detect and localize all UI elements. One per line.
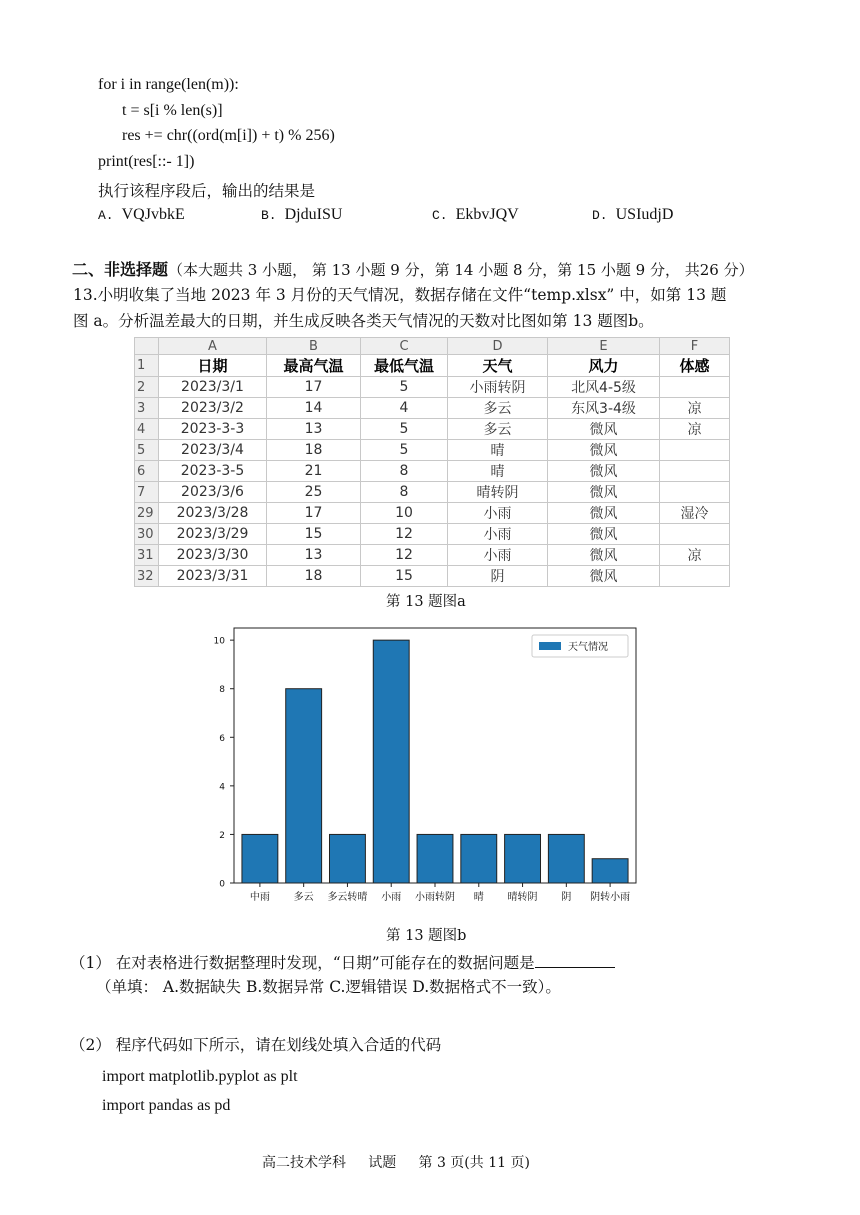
column-letter-row: [135, 338, 730, 355]
table-cell: 10: [361, 503, 448, 524]
spreadsheet-figure: [134, 337, 753, 585]
table-cell: 微风: [548, 503, 660, 524]
weather-bar-chart: [196, 620, 646, 910]
row-number: 1: [135, 355, 159, 377]
table-cell: [660, 566, 730, 587]
code-line: for i in range(len(m)):: [98, 76, 239, 93]
table-cell: 18: [267, 440, 361, 461]
row-number: 2: [135, 377, 159, 398]
sheet-header-row: [135, 355, 730, 377]
table-cell: 2023/3/6: [159, 482, 267, 503]
table-cell: 17: [267, 503, 361, 524]
option-a: A. VQJvbkE: [98, 206, 185, 223]
row-number: 29: [135, 503, 159, 524]
table-cell: 微风: [548, 482, 660, 503]
column-header: 风力: [548, 355, 660, 377]
table-cell: 微风: [548, 524, 660, 545]
table-cell: 微风: [548, 419, 660, 440]
table-cell: 微风: [548, 461, 660, 482]
table-cell: 5: [361, 419, 448, 440]
caption-b: 第 13 题图b: [386, 928, 467, 944]
y-tick-label: 6: [219, 733, 225, 744]
table-cell: 2023-3-3: [159, 419, 267, 440]
table-cell: 13: [267, 545, 361, 566]
sheet-row: [135, 566, 730, 587]
table-cell: 小雨: [448, 524, 548, 545]
sub1-line1: [70, 951, 615, 973]
option-b: B. DjduISU: [261, 206, 343, 223]
q13-text-line1: 13.小明收集了当地 2023 年 3 月份的天气情况，数据存储在文件“temp.xlsx” 中，如第 13 题: [73, 286, 727, 304]
legend-swatch: [539, 642, 561, 650]
row-number: 5: [135, 440, 159, 461]
y-tick-label: 2: [219, 830, 225, 841]
sheet-row: [135, 482, 730, 503]
table-cell: 2023/3/2: [159, 398, 267, 419]
table-cell: 21: [267, 461, 361, 482]
bar: [417, 834, 453, 883]
x-tick-label: 多云转晴: [327, 892, 368, 903]
bar: [548, 834, 584, 883]
bar: [592, 859, 628, 883]
table-cell: 阴: [448, 566, 548, 587]
y-tick-label: 0: [219, 879, 225, 890]
row-number: 7: [135, 482, 159, 503]
bar: [505, 834, 541, 883]
table-cell: 14: [267, 398, 361, 419]
table-cell: 2023-3-5: [159, 461, 267, 482]
table-cell: 15: [267, 524, 361, 545]
x-tick-label: 多云: [293, 892, 314, 903]
table-cell: [660, 440, 730, 461]
table-cell: 5: [361, 377, 448, 398]
bar: [329, 834, 365, 883]
spreadsheet-table: [134, 337, 730, 587]
bar: [286, 689, 322, 883]
column-header: 天气: [448, 355, 548, 377]
table-cell: 微风: [548, 440, 660, 461]
table-cell: 13: [267, 419, 361, 440]
table-cell: 凉: [660, 545, 730, 566]
table-cell: 多云: [448, 419, 548, 440]
table-cell: 多云: [448, 398, 548, 419]
sheet-row: [135, 419, 730, 440]
code-line: print(res[::- 1]): [98, 153, 195, 170]
table-cell: 18: [267, 566, 361, 587]
option-c: C. EkbvJQV: [432, 206, 519, 223]
table-cell: 12: [361, 524, 448, 545]
y-tick-label: 4: [219, 782, 225, 793]
table-cell: 5: [361, 440, 448, 461]
bar: [461, 834, 497, 883]
y-tick-label: 10: [213, 636, 225, 647]
row-number: 31: [135, 545, 159, 566]
column-letter: D: [448, 338, 548, 355]
bar: [373, 640, 409, 883]
sheet-row: [135, 440, 730, 461]
table-cell: 2023/3/1: [159, 377, 267, 398]
column-header: 最高气温: [267, 355, 361, 377]
sheet-row: [135, 461, 730, 482]
x-tick-label: 中雨: [249, 892, 270, 903]
row-number: 6: [135, 461, 159, 482]
column-header: 最低气温: [361, 355, 448, 377]
code-line: import pandas as pd: [102, 1097, 231, 1114]
column-letter: F: [660, 338, 730, 355]
bar: [242, 834, 278, 883]
x-tick-label: 阴: [561, 892, 572, 903]
table-cell: 晴: [448, 461, 548, 482]
sub1-question: （1） 在对表格进行数据整理时发现，“日期”可能存在的数据问题是: [70, 954, 535, 972]
x-tick-label: 小雨: [381, 892, 402, 903]
table-cell: 4: [361, 398, 448, 419]
column-letter: C: [361, 338, 448, 355]
table-cell: 凉: [660, 419, 730, 440]
table-cell: 湿冷: [660, 503, 730, 524]
table-cell: 微风: [548, 545, 660, 566]
code-line: t = s[i % len(s)]: [122, 102, 223, 119]
table-cell: 微风: [548, 566, 660, 587]
question-stem: 执行该程序段后，输出的结果是: [98, 182, 316, 200]
table-cell: 凉: [660, 398, 730, 419]
row-number: 4: [135, 419, 159, 440]
y-tick-label: 8: [219, 685, 225, 696]
table-cell: 2023/3/31: [159, 566, 267, 587]
table-cell: 17: [267, 377, 361, 398]
sheet-row: [135, 545, 730, 566]
table-cell: 2023/3/28: [159, 503, 267, 524]
sheet-row: [135, 503, 730, 524]
code-line: res += chr((ord(m[i]) + t) % 256): [122, 127, 335, 144]
column-letter: E: [548, 338, 660, 355]
table-cell: 晴转阴: [448, 482, 548, 503]
table-cell: 小雨: [448, 545, 548, 566]
q13-text-line2: 图 a。分析温差最大的日期，并生成反映各类天气情况的天数对比图如第 13 题图b。: [73, 312, 654, 330]
table-cell: 15: [361, 566, 448, 587]
table-cell: 12: [361, 545, 448, 566]
x-tick-label: 小雨转阴: [415, 892, 455, 903]
table-cell: [660, 524, 730, 545]
table-cell: 25: [267, 482, 361, 503]
sheet-row: [135, 524, 730, 545]
sub1-choices: （单填： A.数据缺失 B.数据异常 C.逻辑错误 D.数据格式不一致）。: [96, 978, 561, 996]
column-letter: A: [159, 338, 267, 355]
sub2-line1: （2） 程序代码如下所示，请在划线处填入合适的代码: [70, 1036, 442, 1054]
code-line: import matplotlib.pyplot as plt: [102, 1068, 298, 1085]
caption-a: 第 13 题图a: [386, 594, 466, 610]
section-heading: [72, 257, 754, 280]
table-cell: 小雨转阴: [448, 377, 548, 398]
column-header: 体感: [660, 355, 730, 377]
table-cell: 东风3-4级: [548, 398, 660, 419]
table-cell: [660, 482, 730, 503]
x-tick-label: 阴转小雨: [590, 892, 631, 903]
table-cell: 2023/3/4: [159, 440, 267, 461]
row-number: 30: [135, 524, 159, 545]
table-cell: 北风4-5级: [548, 377, 660, 398]
sheet-row: [135, 398, 730, 419]
table-cell: 8: [361, 482, 448, 503]
table-cell: [660, 461, 730, 482]
sheet-row: [135, 377, 730, 398]
row-number: 3: [135, 398, 159, 419]
table-cell: 8: [361, 461, 448, 482]
table-cell: 晴: [448, 440, 548, 461]
column-letter: B: [267, 338, 361, 355]
table-cell: 小雨: [448, 503, 548, 524]
option-d: D. USIudjD: [592, 206, 674, 223]
table-cell: 2023/3/29: [159, 524, 267, 545]
page-footer: 高二技术学科 试题 第 3 页(共 11 页): [262, 1155, 530, 1171]
row-number: 32: [135, 566, 159, 587]
legend-label: 天气情况: [568, 642, 608, 653]
sheet-corner: [135, 338, 159, 355]
section-note: （本大题共 3 小题， 第 13 小题 9 分，第 14 小题 8 分，第 15 小题 9 分， 共26 分）: [168, 261, 754, 279]
section-title: 二、非选择题: [72, 260, 169, 279]
x-tick-label: 晴: [473, 892, 484, 903]
table-cell: 2023/3/30: [159, 545, 267, 566]
answer-blank: [535, 953, 615, 968]
table-cell: [660, 377, 730, 398]
x-tick-label: 晴转阴: [507, 892, 538, 903]
column-header: 日期: [159, 355, 267, 377]
